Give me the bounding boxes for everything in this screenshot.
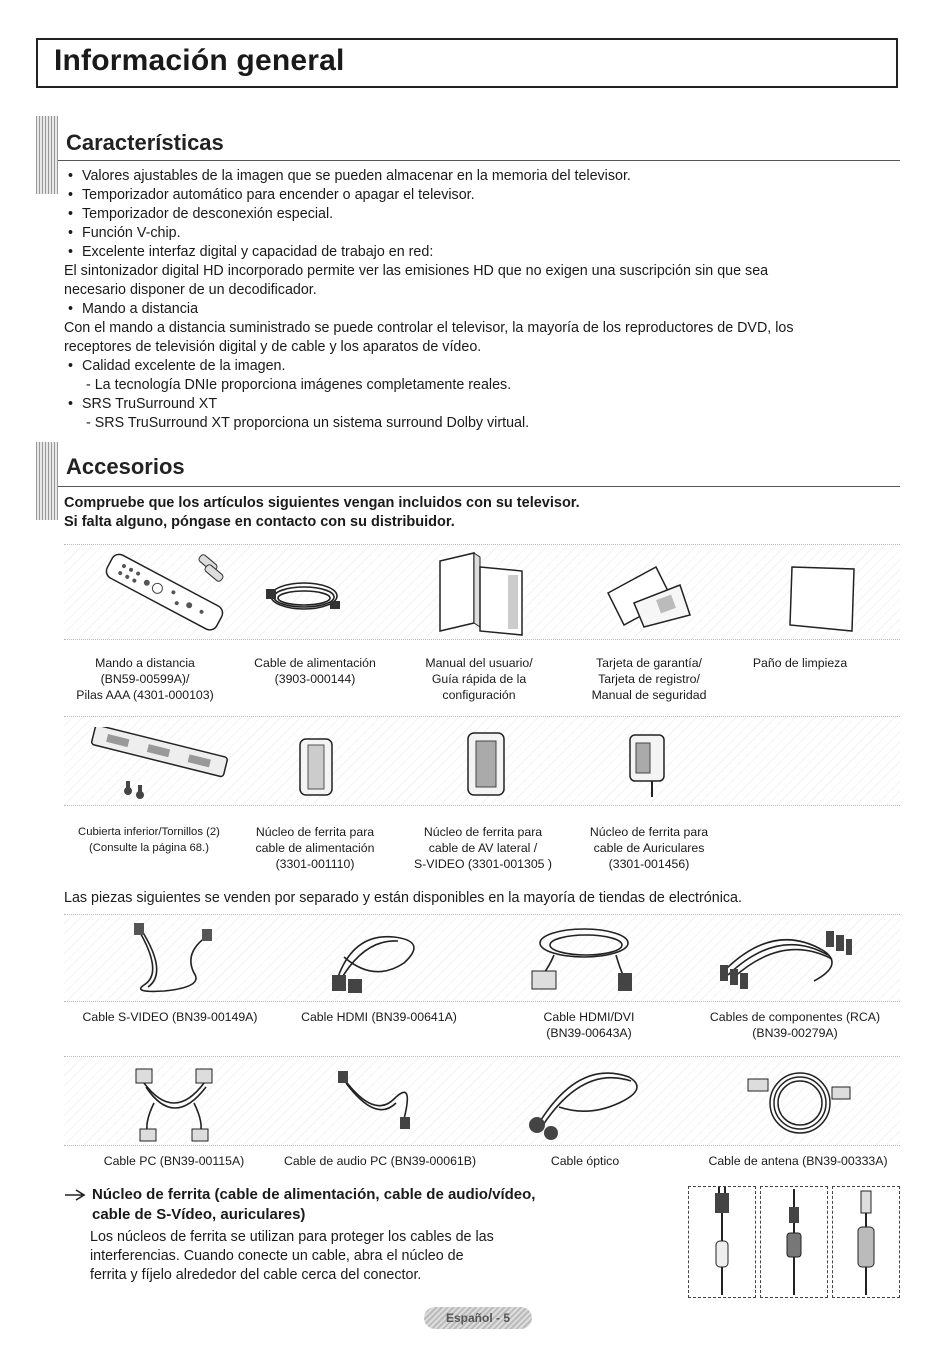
accessories-heading: Accesorios	[66, 454, 185, 479]
pc-audio-cable-icon	[334, 1069, 424, 1135]
caption-line: Cable S-VIDEO (BN39-00149A)	[82, 1010, 258, 1024]
component-cable-icon	[714, 921, 854, 997]
caption-line: (BN39-00279A)	[752, 1026, 838, 1040]
caption-line: configuración	[442, 688, 516, 702]
caption-line: cable de AV lateral /	[428, 841, 538, 855]
page-title-box	[36, 38, 898, 88]
item-caption	[240, 655, 390, 687]
optical-cable-icon	[519, 1063, 649, 1143]
caption-line: Cable PC (BN39-00115A)	[103, 1154, 245, 1168]
features-list	[64, 167, 900, 433]
caption-line: (Consulte la página 68.)	[89, 842, 209, 854]
caption-line: cable de Auriculares	[593, 841, 705, 855]
warranty-card-icon	[604, 563, 694, 629]
caption-line: S-VIDEO (3301-001305 )	[413, 857, 553, 871]
feature-detail: - SRS TruSurround XT proporciona un sistema surround Dolby virtual.	[86, 415, 530, 431]
user-manual-icon	[434, 551, 524, 637]
ferrite-note-body	[90, 1228, 510, 1285]
caption-line: Cable óptico	[550, 1154, 620, 1168]
ferrite-detail-illustrations	[688, 1186, 902, 1298]
cleaning-cloth-icon	[786, 563, 858, 633]
feature-detail: necesario disponer de un decodificador.	[64, 282, 317, 298]
item-caption	[280, 1153, 480, 1169]
page-number-footer: Español - 5	[424, 1307, 532, 1329]
included-items-row-1	[64, 544, 900, 640]
power-cord-icon	[264, 573, 344, 619]
page-title: Información general	[54, 44, 345, 77]
remote-control-icon	[94, 551, 234, 635]
caption-line: Cables de componentes (RCA)	[709, 1010, 881, 1024]
ferrite-note-title-line: Núcleo de ferrita (cable de alimentación, cable de audio/vídeo,	[92, 1186, 536, 1203]
item-caption	[284, 1009, 474, 1025]
accessories-note-line: Compruebe que los artículos siguientes vengan incluidos con su televisor.	[64, 495, 580, 511]
item-caption	[740, 655, 860, 671]
caption-line: Mando a distancia	[95, 656, 195, 670]
feature-item: • SRS TruSurround XT	[64, 395, 900, 414]
feature-detail: - La tecnología DNIe proporciona imágenes completamente reales.	[86, 377, 512, 393]
features-heading: Características	[66, 130, 224, 155]
caption-line: Núcleo de ferrita para	[589, 825, 709, 839]
caption-line: Manual de seguridad	[591, 688, 707, 702]
caption-line: Núcleo de ferrita para	[255, 825, 375, 839]
section-bar-decoration	[36, 116, 58, 194]
caption-line: Cable de audio PC (BN39-00061B)	[283, 1154, 477, 1168]
ferrite-core-icon	[624, 729, 674, 801]
item-caption	[70, 1009, 270, 1025]
caption-line: (3301-001456)	[608, 857, 690, 871]
features-section-header	[36, 116, 900, 161]
caption-line: Cubierta inferior/Tornillos (2)	[78, 826, 220, 838]
feature-item: • Mando a distancia	[64, 300, 900, 319]
bottom-cover-icon	[84, 727, 234, 801]
hdmi-dvi-cable-icon	[524, 921, 644, 997]
caption-line: (BN39-00643A)	[546, 1026, 632, 1040]
item-caption	[408, 824, 558, 872]
caption-line: (3903-000144)	[274, 672, 356, 686]
caption-line: Cable de antena (BN39-00333A)	[708, 1154, 888, 1168]
ferrite-note-line: Los núcleos de ferrita se utilizan para proteger los cables de las	[90, 1229, 494, 1245]
feature-item: • Temporizador de desconexión especial.	[64, 205, 900, 224]
power-plug-ferrite-icon	[689, 1187, 755, 1297]
pc-cable-icon	[124, 1063, 224, 1143]
arrow-bullet-icon	[64, 1188, 86, 1202]
feature-item: • Temporizador automático para encender o apagar el televisor.	[64, 186, 900, 205]
caption-line: cable de alimentación	[255, 841, 375, 855]
caption-line: Cable HDMI/DVI	[543, 1010, 635, 1024]
ferrite-note-line: ferrita y fíjelo alrededor del cable cerca del conector.	[90, 1267, 422, 1283]
audio-plug-ferrite-icon	[761, 1187, 827, 1297]
item-caption	[240, 824, 390, 872]
caption-line: Paño de limpieza	[752, 656, 848, 670]
caption-line: Núcleo de ferrita para	[423, 825, 543, 839]
included-items-row-2	[64, 716, 900, 806]
feature-item: • Excelente interfaz digital y capacidad de trabajo en red:	[64, 243, 900, 262]
item-caption	[574, 824, 724, 872]
s-video-cable-icon	[124, 923, 214, 997]
item-caption	[404, 655, 554, 703]
caption-line: (BN59-00599A)/	[100, 672, 190, 686]
caption-line: Cable HDMI (BN39-00641A)	[301, 1010, 457, 1024]
accessories-note	[64, 494, 580, 532]
optional-items-row-1	[64, 914, 900, 1002]
feature-item: • Valores ajustables de la imagen que se pueden almacenar en la memoria del televisor.	[64, 167, 900, 186]
caption-line: Pilas AAA (4301-000103)	[76, 688, 214, 702]
item-caption	[530, 1153, 640, 1169]
caption-line: Manual del usuario/	[425, 656, 533, 670]
ferrite-core-icon	[294, 733, 338, 799]
item-caption	[574, 655, 724, 703]
caption-line: Guía rápida de la	[431, 672, 527, 686]
item-caption	[70, 655, 220, 703]
item-caption	[700, 1153, 896, 1169]
av-plug-ferrite-icon	[833, 1187, 899, 1297]
caption-line: (3301-001110)	[275, 857, 355, 871]
optional-items-row-2	[64, 1056, 900, 1146]
separate-sale-note: Las piezas siguientes se venden por separado y están disponibles en la mayoría de tiendas de electrónica.	[64, 890, 742, 906]
item-caption	[84, 1153, 264, 1169]
feature-item: • Calidad excelente de la imagen.	[64, 357, 900, 376]
ferrite-note-line: interferencias. Cuando conecte un cable, abra el núcleo de	[90, 1248, 464, 1264]
caption-line: Cable de alimentación	[254, 656, 376, 670]
item-caption	[66, 824, 232, 856]
ferrite-note-title-line: cable de S-Vídeo, auriculares)	[92, 1206, 306, 1223]
item-caption	[514, 1009, 664, 1041]
ferrite-detail-box	[760, 1186, 828, 1298]
ferrite-core-icon	[464, 729, 508, 799]
feature-item: • Función V-chip.	[64, 224, 900, 243]
hdmi-cable-icon	[324, 923, 434, 997]
antenna-cable-icon	[744, 1063, 854, 1143]
caption-line: Tarjeta de registro/	[598, 672, 700, 686]
ferrite-detail-box	[832, 1186, 900, 1298]
accessories-section-header	[36, 442, 900, 487]
accessories-note-line: Si falta alguno, póngase en contacto con su distribuidor.	[64, 514, 455, 530]
caption-line: Tarjeta de garantía/	[596, 656, 702, 670]
section-bar-decoration	[36, 442, 58, 520]
feature-detail: receptores de televisión digital y de cable y los aparatos de vídeo.	[64, 339, 482, 355]
item-caption	[700, 1009, 890, 1041]
ferrite-detail-box	[688, 1186, 756, 1298]
ferrite-note-title	[92, 1185, 535, 1225]
feature-detail: El sintonizador digital HD incorporado permite ver las emisiones HD que no exigen una suscripción sin que sea	[64, 263, 769, 279]
feature-detail: Con el mando a distancia suministrado se puede controlar el televisor, la mayoría de los reproductores de DVD, los	[64, 320, 794, 336]
